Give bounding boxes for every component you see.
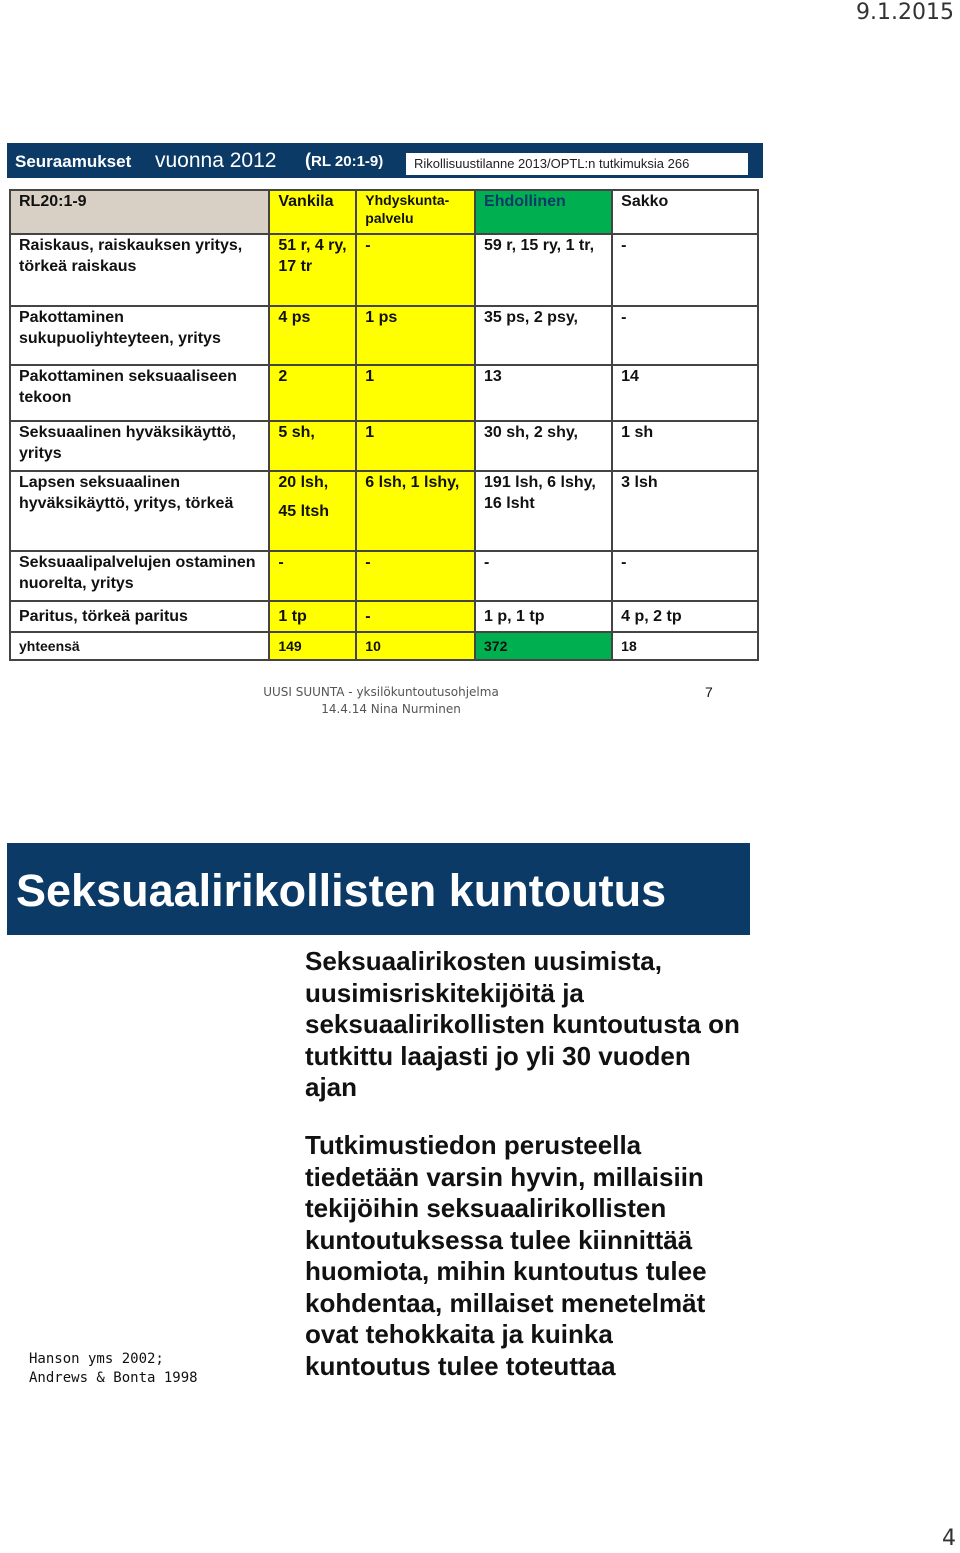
table-cell: 6 lsh, 1 lshy, (356, 471, 475, 551)
table-cell: 5 sh, (269, 421, 356, 471)
page-date: 9.1.2015 (856, 0, 954, 25)
table-cell: 3 lsh (612, 471, 758, 551)
slide2-paragraph-2: Tutkimustiedon perusteella tiedetään varsin hyvin, millaisiin tekijöihin seksuaalirikollisten kuntoutuksessa tulee kiinnittää huomiota, mihin kuntoutus tulee kohdentaa, millaiset menetelmät ovat tehokkaita ja kuinka kuntoutus tulee toteuttaa (305, 1130, 707, 1381)
table-cell: 1 (356, 421, 475, 471)
table-cell: - (356, 551, 475, 601)
slide1-footer (263, 684, 506, 718)
sanctions-table (9, 189, 759, 661)
table-row (10, 551, 758, 601)
table-cell: Paritus, törkeä paritus (10, 601, 269, 632)
table-row (10, 306, 758, 365)
table-cell: 35 ps, 2 psy, (475, 306, 612, 365)
slide1-header (7, 143, 763, 178)
table-cell: - (612, 234, 758, 306)
table-cell: 13 (475, 365, 612, 421)
header-cell: Vankila (269, 190, 356, 234)
table-cell: 2 (269, 365, 356, 421)
table-cell: Pakottaminen seksuaaliseen tekoon (10, 365, 269, 421)
table-row (10, 601, 758, 632)
table-row (10, 421, 758, 471)
page-number: 4 (942, 1526, 956, 1551)
slide2-paragraph-1: Seksuaalirikosten uusimista, uusimisriskitekijöitä ja seksuaalirikollisten kuntoutusta on tutkittu laajasti jo yli 30 vuoden ajan (305, 946, 740, 1102)
table-cell: 1 ps (356, 306, 475, 365)
table-cell: 14 (612, 365, 758, 421)
header-rl-paren: ( (305, 150, 311, 170)
table-cell: 51 r, 4 ry, 17 tr (269, 234, 356, 306)
table-cell: Seksuaalipalvelujen ostaminen nuorelta, yritys (10, 551, 269, 601)
table-cell: 30 sh, 2 shy, (475, 421, 612, 471)
table-cell: Pakottaminen sukupuoliyhteyteen, yritys (10, 306, 269, 365)
table-cell: Lapsen seksuaalinen hyväksikäyttö, yritys, törkeä (10, 471, 269, 551)
table-row (10, 471, 758, 551)
table-cell: 1 tp (269, 601, 356, 632)
header-cell: Ehdollinen (475, 190, 612, 234)
table-cell: - (356, 234, 475, 306)
table-cell: 1 sh (612, 421, 758, 471)
table-cell: 4 ps (269, 306, 356, 365)
table-cell: 1 p, 1 tp (475, 601, 612, 632)
header-cell: Sakko (612, 190, 758, 234)
table-cell: 191 lsh, 6 lshy, 16 lsht (475, 471, 612, 551)
footer-line-1: UUSI SUUNTA - yksilökuntoutusohjelma (263, 685, 499, 699)
table-cell-line: 20 lsh, (278, 474, 329, 491)
table-cell: - (612, 306, 758, 365)
table-header-row (10, 190, 758, 234)
table-cell: 4 p, 2 tp (612, 601, 758, 632)
header-cell: RL20:1-9 (10, 190, 269, 234)
citation-line-1: Hanson yms 2002; (29, 1351, 164, 1367)
table-cell: - (356, 601, 475, 632)
table-cell: - (475, 551, 612, 601)
table-cell: Seksuaalinen hyväksikäyttö, yritys (10, 421, 269, 471)
table-cell: 59 r, 15 ry, 1 tr, (475, 234, 612, 306)
table-row (10, 234, 758, 306)
table-total-row (10, 632, 758, 660)
slide2-title: Seksuaalirikollisten kuntoutus (16, 865, 667, 916)
slide2-citation (29, 1350, 198, 1388)
table-cell: 10 (356, 632, 475, 660)
header-rl-text: RL 20:1-9) (311, 153, 384, 170)
table-cell: yhteensä (10, 632, 269, 660)
table-cell: 149 (269, 632, 356, 660)
header-seuraamukset: Seuraamukset (15, 152, 132, 171)
table-cell-line: 45 ltsh (278, 503, 330, 520)
table-cell: - (269, 551, 356, 601)
header-cell: Yhdyskunta-palvelu (356, 190, 475, 234)
header-year: vuonna 2012 (155, 149, 277, 172)
table-cell: 1 (356, 365, 475, 421)
slide1-number: 7 (705, 684, 713, 700)
table-cell: 18 (612, 632, 758, 660)
header-rl (305, 150, 383, 171)
header-source: Rikollisuustilanne 2013/OPTL:n tutkimuksia 266 (406, 153, 748, 175)
table-cell (269, 471, 356, 551)
citation-line-2: Andrews & Bonta 1998 (29, 1370, 198, 1386)
table-row (10, 365, 758, 421)
slide2-header (7, 843, 750, 935)
footer-line-2: 14.4.14 Nina Nurminen (321, 702, 461, 716)
table-cell: Raiskaus, raiskauksen yritys, törkeä raiskaus (10, 234, 269, 306)
table-cell: 372 (475, 632, 612, 660)
table-cell: - (612, 551, 758, 601)
